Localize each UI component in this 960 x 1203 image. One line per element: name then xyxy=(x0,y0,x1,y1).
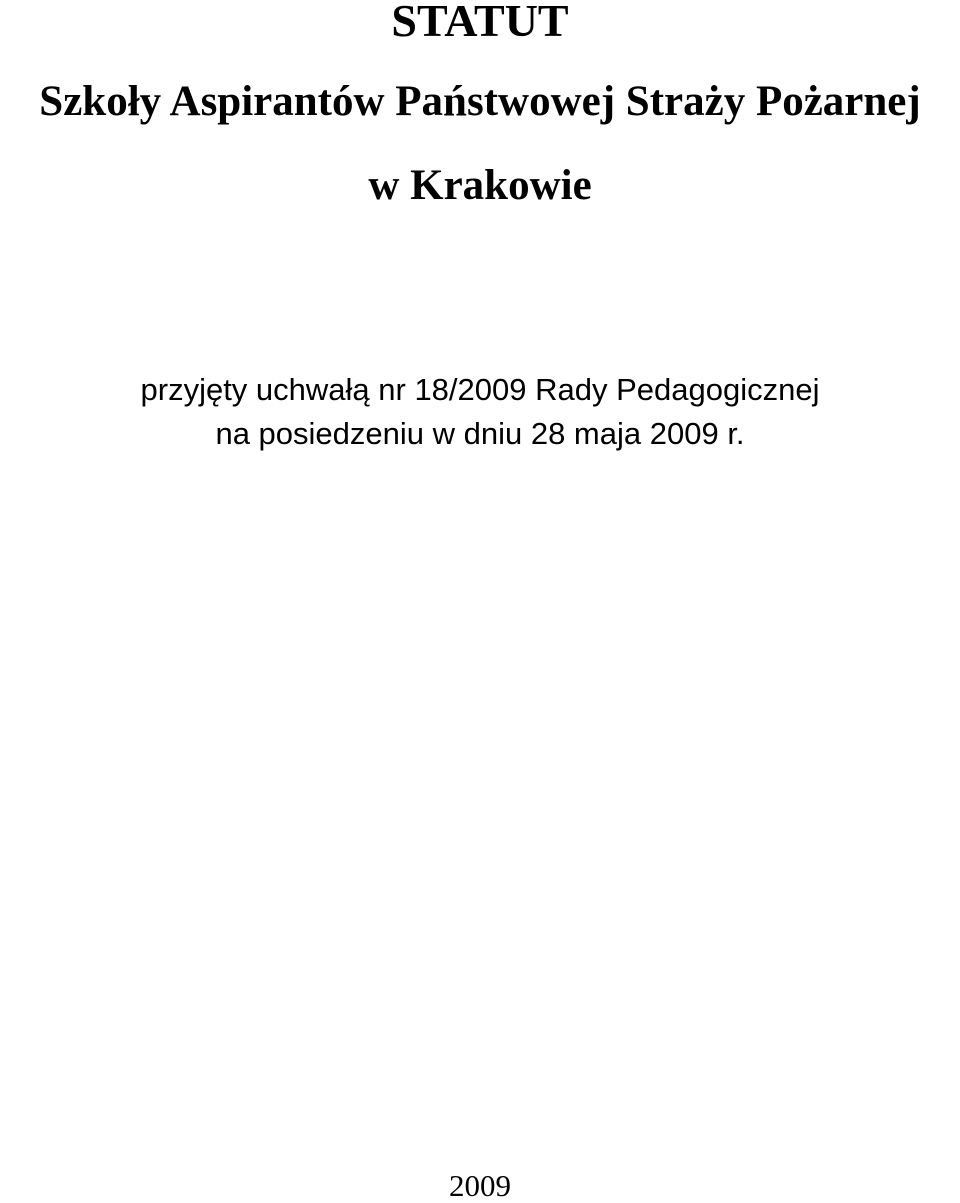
institution-city: w Krakowie xyxy=(368,162,592,209)
footer-year: 2009 xyxy=(449,1168,511,1203)
document-title: STATUT xyxy=(391,0,569,46)
adoption-resolution-text: przyjęty uchwałą nr 18/2009 Rady Pedagogicznej xyxy=(140,372,820,407)
institution-name: Szkoły Aspirantów Państwowej Straży Pożarnej xyxy=(39,78,921,125)
session-date-text: na posiedzeniu w dniu 28 maja 2009 r. xyxy=(215,416,745,451)
